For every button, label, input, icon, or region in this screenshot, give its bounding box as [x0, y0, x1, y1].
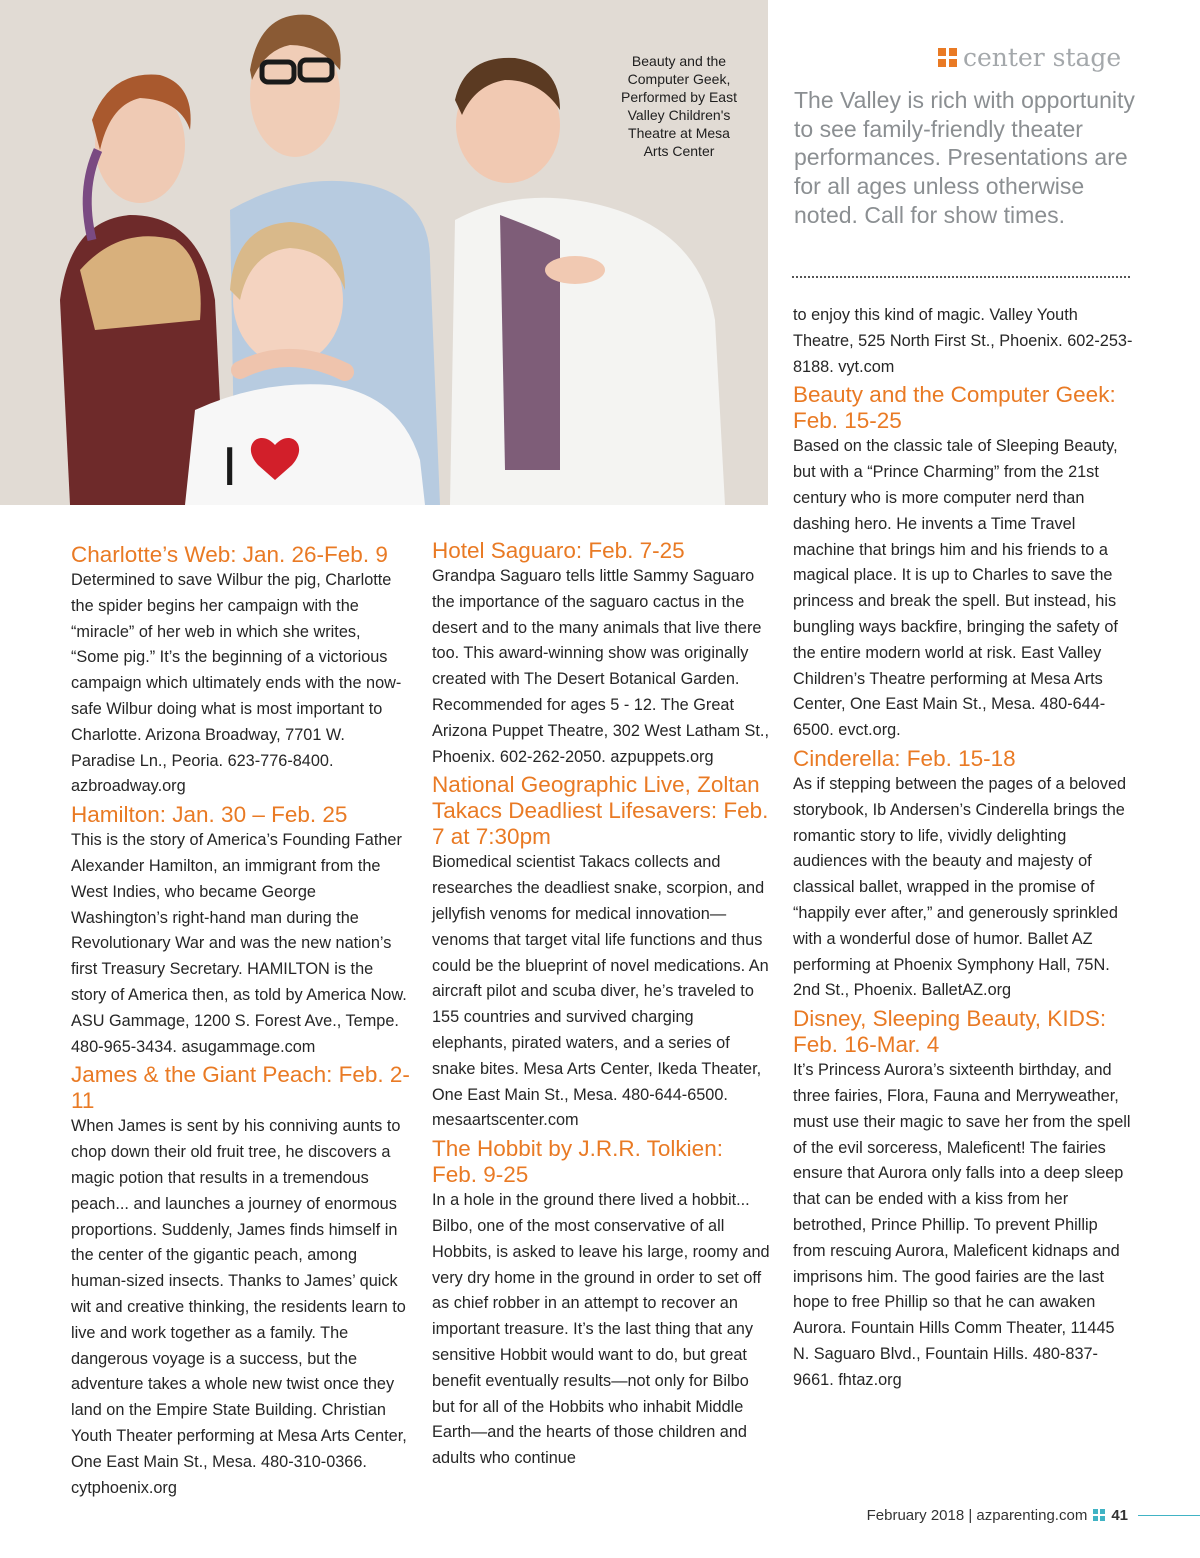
section-label: center stage: [963, 42, 1122, 72]
listing-body-national-geographic: Biomedical scientist Takacs collects and researches the deadliest snake, scorpion, and jellyfish venoms for medical innovation—venoms that target vital life functions and thus could be the blueprint of novel medications. An aircraft pilot and scuba diver, he’s traveled to 155 countries and survived charging elephants, pirated waters, and a series of snake bites. Mesa Arts Center, Ikeda Theater, One East Main St., Mesa. 480-644-6500. mesaartscenter.com: [432, 853, 769, 1130]
column-left: [71, 542, 411, 1503]
listing-title-the-hobbit: The Hobbit by J.R.R. Tolkien: Feb. 9-25: [432, 1136, 723, 1188]
caption-line: Valley Children's: [627, 107, 731, 123]
listing-body-the-hobbit: In a hole in the ground there lived a hobbit... Bilbo, one of the most conservative of all Hobbits, is asked to leave his large, roomy and very dry home in the ground in order to set off as chief robber in an attempt to recover an important treasure. It’s the last thing that any sensitive Hobbit would want to do, but great benefit eventually results—not only for Bilbo but for all of the Hobbits who inhabit Middle Earth—and the hearts of those children and adults who continue: [432, 1191, 770, 1468]
caption-line: Performed by East: [621, 89, 737, 105]
caption-line: Beauty and the: [631, 53, 727, 69]
intro-text: The Valley is rich with opportunity to see family-friendly theater performances. Presentations are for all ages unless otherwise noted. Call for show times.: [794, 87, 1135, 228]
column-middle: [432, 538, 772, 1474]
listing-title-charlottes-web: Charlotte’s Web: Jan. 26-Feb. 9: [71, 542, 388, 567]
dotted-divider: [792, 276, 1130, 278]
listing-title-cinderella: Cinderella: Feb. 15-18: [793, 745, 1016, 771]
section-dots-icon: [938, 48, 957, 67]
caption-line: Theatre at Mesa: [628, 125, 730, 141]
listing-body-james-giant-peach: When James is sent by his conniving aunts to chop down their old fruit tree, he discovers a magic potion that results in a tremendous peach... and launches a journey of enormous proportions. Suddenly, James finds himself in the center of the gigantic peach, among human-sized insects. Thanks to James’ quick wit and creative thinking, the residents learn to live and work together as a family. The dangerous voyage is a success, but the adventure takes a whole new twist once they land on the Empire State Building. Christian Youth Theater performing at Mesa Arts Center, One East Main St., Mesa. 480-310-0366. cytphoenix.org: [71, 1117, 407, 1497]
page-number: 41: [1111, 1506, 1128, 1524]
column-right: [793, 303, 1133, 1395]
page-footer: [867, 1504, 1128, 1526]
folio-dots-icon: [1093, 1509, 1105, 1521]
caption-line: Arts Center: [643, 143, 715, 159]
listing-body-hobbit-continued: to enjoy this kind of magic. Valley Youth Theatre, 525 North First St., Phoenix. 602-253-8188. vyt.com: [793, 306, 1133, 376]
shirt-letter: I: [222, 438, 238, 498]
listing-title-national-geographic: National Geographic Live, Zoltan Takacs Deadliest Lifesavers: Feb. 7 at 7:30pm: [432, 772, 769, 850]
section-tag: [938, 42, 1121, 72]
listing-title-sleeping-beauty-kids: Disney, Sleeping Beauty, KIDS: Feb. 16-Mar. 4: [793, 1006, 1107, 1058]
cast-photo: [0, 0, 768, 505]
listing-body-hamilton: This is the story of America’s Founding Father Alexander Hamilton, an immigrant from the West Indies, who became George Washington’s right-hand man during the Revolutionary War and was the new nation’s first Treasury Secretary. HAMILTON is the story of America then, as told by America Now. ASU Gammage, 1200 S. Forest Ave., Tempe. 480-965-3434. asugammage.com: [71, 831, 407, 1056]
listing-body-sleeping-beauty-kids: It’s Princess Aurora’s sixteenth birthday, and three fairies, Flora, Fauna and Merryweather, must use their magic to save her from the spell of the evil sorceress, Maleficent! The fairies ensure that Aurora only falls into a deep sleep that can be ended with a kiss from her betrothed, Prince Phillip. To prevent Phillip from rescuing Aurora, Maleficent kidnaps and imprisons him. The good fairies are the last hope to free Phillip so that he can awaken Aurora. Fountain Hills Comm Theater, 11445 N. Saguaro Blvd., Fountain Hills. 480-837-9661. fhtaz.org: [793, 1061, 1131, 1389]
issue-line: February 2018 | azparenting.com: [866, 1506, 1088, 1524]
caption-line: Computer Geek,: [627, 71, 731, 87]
listing-body-hotel-saguaro: Grandpa Saguaro tells little Sammy Saguaro the importance of the saguaro cactus in the desert and to the many animals that live there too. This award-winning show was originally created with The Desert Botanical Garden. Recommended for ages 5 - 12. The Great Arizona Puppet Theatre, 302 West Latham St., Phoenix. 602-262-2050. azpuppets.org: [432, 567, 769, 766]
footer-rule: [1138, 1515, 1200, 1516]
listing-title-hamilton: Hamilton: Jan. 30 – Feb. 25: [71, 802, 348, 828]
listing-title-hotel-saguaro: Hotel Saguaro: Feb. 7-25: [432, 538, 685, 563]
photo-caption: [608, 52, 750, 160]
listing-title-beauty-computer-geek: Beauty and the Computer Geek: Feb. 15-25: [793, 382, 1116, 434]
listing-body-cinderella: As if stepping between the pages of a beloved storybook, Ib Andersen’s Cinderella brings the romantic story to life, vividly delighting audiences with the beauty and majesty of classical ballet, wrapped in the promise of “happily ever after,” and generously sprinkled with a wonderful dose of humor. Ballet AZ performing at Phoenix Symphony Hall, 75N. 2nd St., Phoenix. BalletAZ.org: [793, 774, 1127, 1000]
listing-body-beauty-computer-geek: Based on the classic tale of Sleeping Beauty, but with a “Prince Charming” from the 21st century who is more computer nerd than dashing hero. He invents a Time Travel machine that brings him and his friends to a magical place. It is up to Charles to save the princess and break the spell. But instead, his bungling ways backfire, bringing the safety of the entire modern world at risk. East Valley Children’s Theatre performing at Mesa Arts Center, One East Main St., Mesa. 480-644-6500. evct.org.: [793, 437, 1118, 740]
listing-title-james-giant-peach: James & the Giant Peach: Feb. 2-11: [71, 1062, 410, 1114]
listing-body-charlottes-web: Determined to save Wilbur the pig, Charlotte the spider begins her campaign with the “miracle” of her web in which she writes, “Some pig.” It’s the beginning of a victorious campaign which ultimately ends with the now-safe Wilbur doing what is most important to Charlotte. Arizona Broadway, 7701 W. Paradise Ln., Peoria. 623-776-8400. azbroadway.org: [71, 571, 402, 796]
